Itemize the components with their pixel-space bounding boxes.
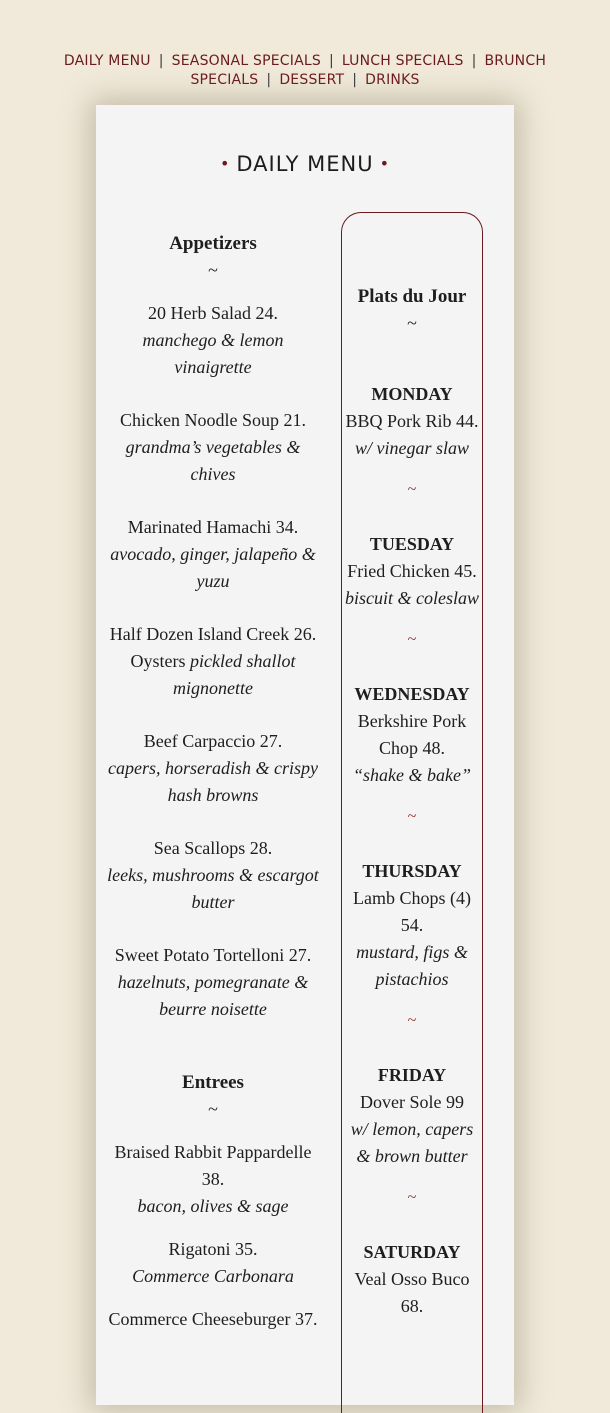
dish-name: Lamb Chops (4) 54. xyxy=(353,888,471,935)
daily-special xyxy=(342,1239,482,1320)
item-description: grandma’s vegetables & chives xyxy=(125,437,301,484)
dish-description: biscuit & coleslaw xyxy=(345,588,479,608)
item-name: Marinated Hamachi 34. xyxy=(127,517,299,537)
dish-description: w/ lemon, capers & brown butter xyxy=(350,1119,474,1166)
item-name: Commerce Cheeseburger 37. xyxy=(108,1309,318,1329)
item-description: Commerce Carbonara xyxy=(132,1266,294,1286)
section-heading-appetizers: Appetizers xyxy=(169,233,257,254)
menu-item xyxy=(106,1139,320,1220)
section-divider: ~ xyxy=(407,313,417,333)
nav-separator: | xyxy=(328,53,334,69)
dish-name: Veal Osso Buco 68. xyxy=(354,1269,470,1316)
item-description: avocado, ginger, jalapeño & yuzu xyxy=(110,544,316,591)
item-name: 20 Herb Salad 24. xyxy=(148,303,278,323)
item-name: Half Dozen Island Creek 26. xyxy=(109,624,317,644)
item-name-cont: Oysters xyxy=(130,651,190,671)
day-label: SATURDAY xyxy=(363,1242,461,1262)
nav-seasonal-specials[interactable]: SEASONAL SPECIALS xyxy=(171,53,321,69)
day-divider: ~ xyxy=(407,1189,417,1206)
menu-navigation xyxy=(30,52,580,90)
dish-description: w/ vinegar slaw xyxy=(354,438,469,458)
nav-separator: | xyxy=(266,72,272,88)
menu-item xyxy=(106,621,320,702)
item-description: manchego & lemon vinaigrette xyxy=(142,330,284,377)
menu-item xyxy=(106,942,320,1023)
menu-item xyxy=(106,407,320,488)
nav-separator: | xyxy=(471,53,477,69)
daily-special xyxy=(342,858,482,1034)
day-divider: ~ xyxy=(407,808,417,825)
dish-description: mustard, figs & pistachios xyxy=(356,942,468,989)
item-description: hazelnuts, pomegranate & beurre noisette xyxy=(117,972,309,1019)
day-label: TUESDAY xyxy=(369,534,455,554)
nav-separator: | xyxy=(352,72,358,88)
nav-separator: | xyxy=(158,53,164,69)
daily-special xyxy=(342,381,482,503)
bullet-dot-icon: • xyxy=(219,154,231,173)
nav-brunch-specials[interactable]: BRUNCH SPECIALS xyxy=(190,53,547,88)
item-name: Rigatoni 35. xyxy=(168,1239,258,1259)
day-label: THURSDAY xyxy=(362,861,462,881)
item-name: Sweet Potato Tortelloni 27. xyxy=(114,945,312,965)
item-description: leeks, mushrooms & escargot butter xyxy=(107,865,319,912)
dish-name: BBQ Pork Rib 44. xyxy=(345,411,479,431)
menu-item xyxy=(106,300,320,381)
day-label: WEDNESDAY xyxy=(354,684,470,704)
day-label: FRIDAY xyxy=(377,1065,447,1085)
day-divider: ~ xyxy=(407,481,417,498)
dish-name: Berkshire Pork Chop 48. xyxy=(357,711,467,758)
plats-du-jour-box xyxy=(341,212,483,1413)
page-title xyxy=(0,152,610,176)
nav-drinks[interactable]: DRINKS xyxy=(365,72,420,88)
menu-item xyxy=(106,1236,320,1290)
nav-dessert[interactable]: DESSERT xyxy=(279,72,345,88)
section-heading-plats-du-jour: Plats du Jour xyxy=(357,286,467,307)
item-description: pickled shallot mignonette xyxy=(173,651,296,698)
daily-special xyxy=(342,1062,482,1211)
nav-daily-menu[interactable]: DAILY MENU xyxy=(63,53,151,69)
day-label: MONDAY xyxy=(371,384,453,404)
section-divider: ~ xyxy=(208,1099,218,1119)
nav-lunch-specials[interactable]: LUNCH SPECIALS xyxy=(341,53,464,69)
item-description: bacon, olives & sage xyxy=(137,1196,289,1216)
page-title-text: DAILY MENU xyxy=(236,152,374,176)
section-divider: ~ xyxy=(208,260,218,280)
item-name: Braised Rabbit Pappardelle 38. xyxy=(114,1142,312,1189)
day-divider: ~ xyxy=(407,1012,417,1029)
item-description: capers, horseradish & crispy hash browns xyxy=(108,758,318,805)
item-name: Beef Carpaccio 27. xyxy=(143,731,283,751)
dish-description: “shake & bake” xyxy=(353,765,471,785)
daily-special xyxy=(342,681,482,830)
day-divider: ~ xyxy=(407,631,417,648)
dish-name: Dover Sole 99 xyxy=(360,1092,464,1112)
daily-special xyxy=(342,531,482,653)
dish-name: Fried Chicken 45. xyxy=(347,561,477,581)
menu-item xyxy=(106,728,320,809)
menu-item xyxy=(106,514,320,595)
bullet-dot-icon: • xyxy=(379,154,391,173)
menu-item xyxy=(106,835,320,916)
menu-item xyxy=(106,1306,320,1333)
item-name: Sea Scallops 28. xyxy=(153,838,273,858)
appetizers-entrees-column xyxy=(106,230,320,1349)
item-name: Chicken Noodle Soup 21. xyxy=(120,410,306,430)
section-heading-entrees: Entrees xyxy=(182,1072,244,1093)
